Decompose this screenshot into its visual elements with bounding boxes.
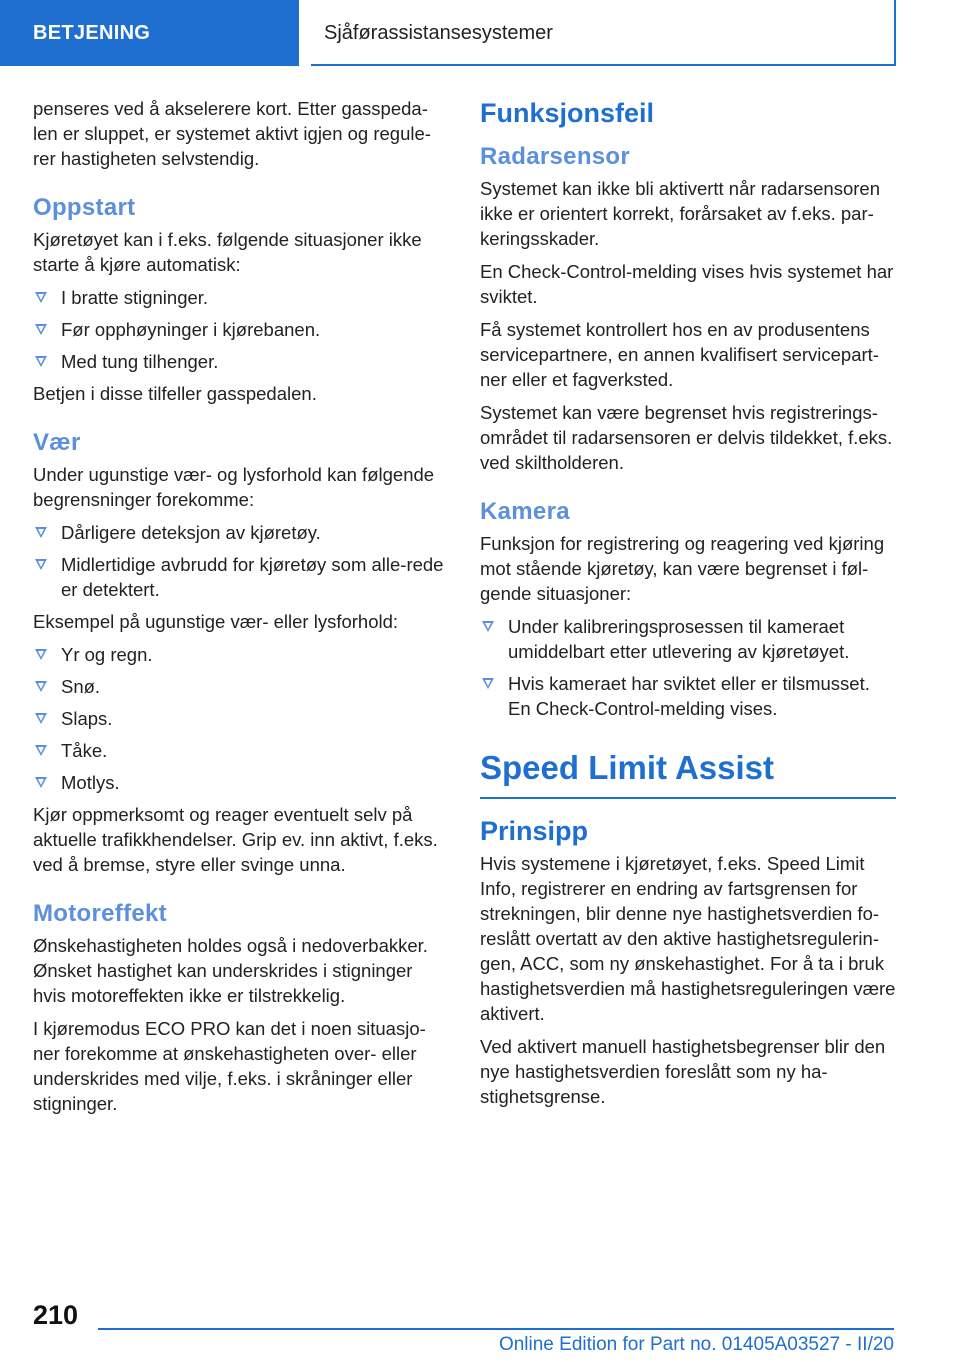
triangle-bullet-icon bbox=[35, 681, 47, 692]
triangle-bullet-icon bbox=[35, 713, 47, 724]
list-item: Motlys. bbox=[33, 770, 448, 795]
oppstart-after: Betjen i disse tilfeller gasspedalen. bbox=[33, 383, 317, 404]
motor-p2: I kjøremodus ECO PRO kan det i noen situasjo-ner forekomme at ønskehastigheten over- eller underskrides med vilje, f.eks. i skråninger eller stigninger. bbox=[33, 1018, 426, 1114]
prinsipp-p1: Hvis systemene i kjøretøyet, f.eks. Speed Limit Info, registrerer en endring av fartsgrensen for strekningen, blir denne nye hastighetsverdien fo-reslått overtatt av den aktive hastighetsregulerin-gen, ACC, som ny ønskehastighet. For å ta i bruk hastighetsverdien må hastighetsreguleringen være aktivert. bbox=[480, 853, 896, 1024]
heading-speed-limit-assist: Speed Limit Assist bbox=[480, 747, 896, 799]
list-item: Yr og regn. bbox=[33, 642, 448, 667]
heading-radarsensor: Radarsensor bbox=[480, 143, 631, 170]
vaer-after: Kjør oppmerksomt og reager eventuelt selv på aktuelle trafikkhendelser. Grip ev. inn aktivt, f.eks. ved å bremse, styre eller svinge unna. bbox=[33, 804, 438, 875]
vaer-example: Eksempel på ugunstige vær- eller lysforhold: bbox=[33, 611, 399, 632]
triangle-bullet-icon bbox=[35, 745, 47, 756]
list-item: Tåke. bbox=[33, 738, 448, 763]
triangle-bullet-icon bbox=[35, 527, 47, 538]
heading-vaer: Vær bbox=[33, 429, 81, 456]
triangle-bullet-icon bbox=[35, 649, 47, 660]
oppstart-list bbox=[33, 285, 448, 374]
triangle-bullet-icon bbox=[482, 621, 494, 632]
heading-kamera: Kamera bbox=[480, 498, 570, 525]
list-item: Hvis kameraet har sviktet eller er tilsmusset. En Check-Control-melding vises. bbox=[480, 671, 896, 721]
vaer-list bbox=[33, 520, 448, 602]
list-item: Dårligere deteksjon av kjøretøy. bbox=[33, 520, 448, 545]
heading-motoreffekt: Motoreffekt bbox=[33, 900, 167, 927]
list-item: Snø. bbox=[33, 674, 448, 699]
list-item: Midlertidige avbrudd for kjøretøy som alle-rede er detektert. bbox=[33, 552, 448, 602]
intro-paragraph: penseres ved å akselerere kort. Etter gasspeda-len er sluppet, er systemet aktivt igjen og regule-rer hastigheten selvstendig. bbox=[33, 98, 431, 169]
section-tab: BETJENING bbox=[0, 0, 299, 66]
footer-divider bbox=[98, 1328, 894, 1330]
list-item: Under kalibreringsprosessen til kameraet umiddelbart etter utlevering av kjøretøyet. bbox=[480, 614, 896, 664]
triangle-bullet-icon bbox=[35, 292, 47, 303]
radar-p4: Systemet kan være begrenset hvis registrerings-området til radarsensoren er delvis tildekket, f.eks. ved skiltholderen. bbox=[480, 402, 893, 473]
triangle-bullet-icon bbox=[35, 324, 47, 335]
list-item: Slaps. bbox=[33, 706, 448, 731]
page-header bbox=[0, 0, 960, 66]
prinsipp-p2: Ved aktivert manuell hastighetsbegrenser blir den nye hastighetsverdien foreslått som ny ha-stighetsgrense. bbox=[480, 1036, 886, 1107]
radar-p1: Systemet kan ikke bli aktivertt når radarsensoren ikke er orientert korrekt, forårsaket av f.eks. par-keringsskader. bbox=[480, 178, 880, 249]
left-column bbox=[33, 96, 448, 1124]
right-column bbox=[480, 96, 896, 1117]
radar-p3: Få systemet kontrollert hos en av produsentens servicepartnere, en annen kvalifisert servicepart-ner eller et fagverksted. bbox=[480, 319, 879, 390]
motor-p1: Ønskehastigheten holdes også i nedoverbakker. Ønsket hastighet kan underskrides i stigninger hvis motoreffekten ikke er tilstrekkelig. bbox=[33, 935, 428, 1006]
footer-edition-link[interactable]: Online Edition for Part no. 01405A03527 - II/20 bbox=[498, 1334, 894, 1355]
heading-prinsipp: Prinsipp bbox=[480, 816, 589, 846]
triangle-bullet-icon bbox=[35, 777, 47, 788]
radar-p2: En Check-Control-melding vises hvis systemet har sviktet. bbox=[480, 261, 894, 307]
vaer-text: Under ugunstige vær- og lysforhold kan følgende begrensninger forekomme: bbox=[33, 464, 435, 510]
page-number: 210 bbox=[33, 1300, 79, 1330]
triangle-bullet-icon bbox=[482, 678, 494, 689]
chapter-title: Sjåførassistansesystemer bbox=[311, 0, 896, 66]
kamera-text: Funksjon for registrering og reagering ved kjøring mot stående kjøretøy, kan være begrenset i føl-gende situasjoner: bbox=[480, 533, 885, 604]
kamera-list bbox=[480, 614, 896, 721]
list-item: Før opphøyninger i kjørebanen. bbox=[33, 317, 448, 342]
triangle-bullet-icon bbox=[35, 356, 47, 367]
triangle-bullet-icon bbox=[35, 559, 47, 570]
heading-funksjonsfeil: Funksjonsfeil bbox=[480, 98, 655, 128]
vaer-example-list bbox=[33, 642, 448, 795]
oppstart-text: Kjøretøyet kan i f.eks. følgende situasjoner ikke starte å kjøre automatisk: bbox=[33, 229, 422, 275]
heading-oppstart: Oppstart bbox=[33, 194, 136, 221]
list-item: Med tung tilhenger. bbox=[33, 349, 448, 374]
list-item: I bratte stigninger. bbox=[33, 285, 448, 310]
